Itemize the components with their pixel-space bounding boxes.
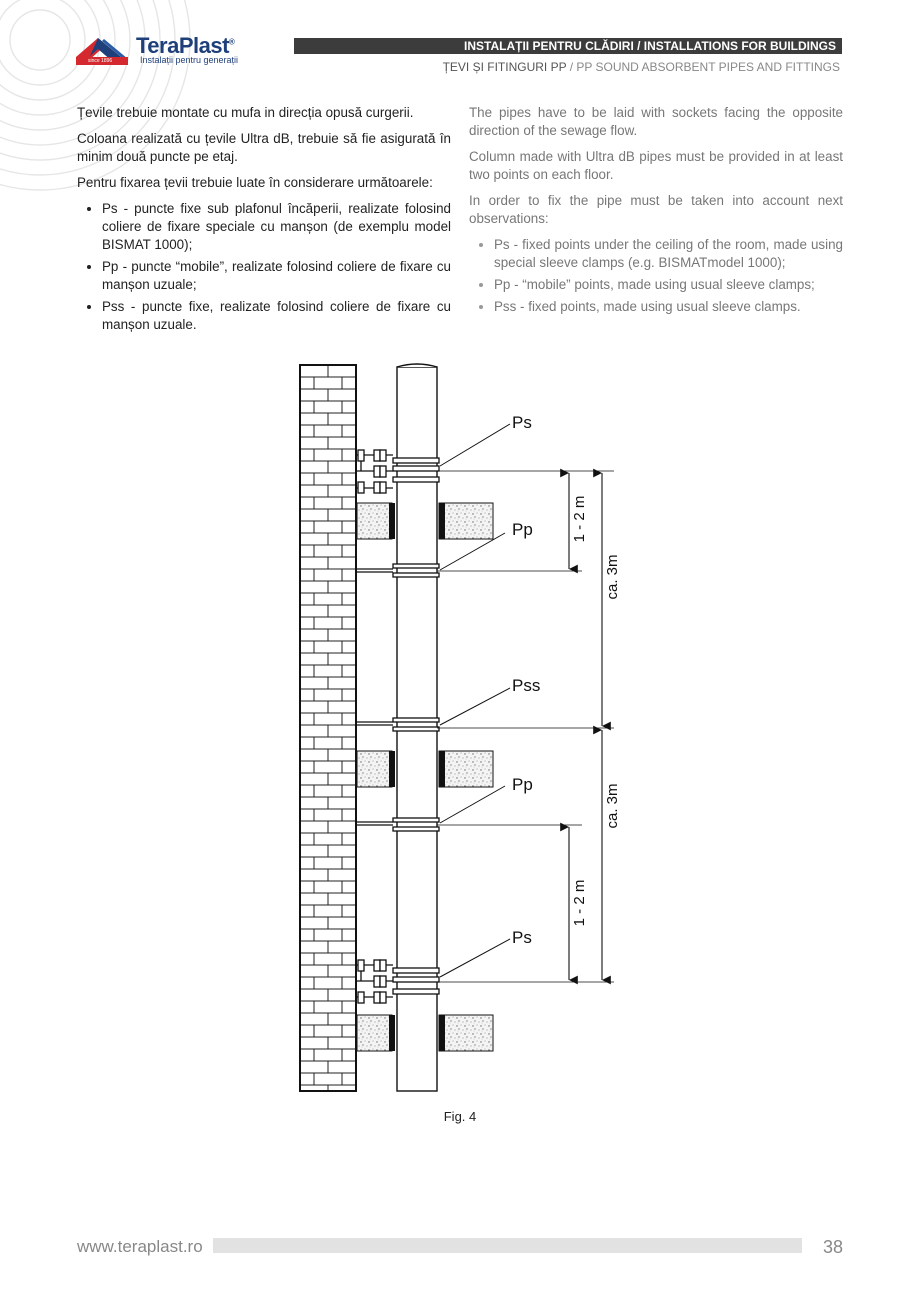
ro-paragraph-3: Pentru fixarea țevii trebuie luate în considerare următoarele: — [77, 175, 433, 190]
en-bullet-item: • Pp - “mobile” points, made using usual sleeve clamps; — [494, 276, 843, 294]
en-paragraph-1: The pipes have to be laid with sockets facing the opposite direction of the sewage flow. — [469, 105, 843, 138]
dim-top-short-label: 1 - 2 m — [571, 495, 588, 543]
ps-bottom-leader — [440, 939, 510, 977]
header-subtitle-ro: ȚEVI ȘI FITINGURI PP — [442, 60, 567, 74]
footer-bar — [213, 1238, 802, 1253]
label-pss: Pss — [512, 676, 541, 695]
ro-bullet-item: • Ps - puncte fixe sub plafonul încăperii, realizate folosind coliere de fixare speciale cu manșon (de exemplu model BISMAT 1000); — [102, 200, 451, 254]
dim-bottom-short-label: 1 - 2 m — [571, 879, 588, 927]
ps-top-leader — [440, 424, 510, 466]
header-subtitle-separator: / — [566, 60, 577, 74]
pss-leader — [440, 688, 510, 725]
en-paragraph-3: In order to fix the pipe must be taken into account next observations: — [469, 193, 843, 226]
pp-bottom-leader — [440, 786, 505, 823]
header-subtitle-en: PP SOUND ABSORBENT PIPES AND FITTINGS — [576, 60, 840, 74]
footer-url[interactable]: www.teraplast.ro — [77, 1237, 203, 1256]
label-ps-top: Ps — [512, 413, 532, 432]
header-title: INSTALAȚII PENTRU CLĂDIRI / INSTALLATIONS FOR BUILDINGS — [464, 39, 836, 53]
brick-wall — [300, 365, 356, 1091]
dim-top-long-label: ca. 3m — [604, 554, 621, 600]
logo-name: TeraPlast® — [136, 33, 235, 58]
page-number: 38 — [822, 1237, 843, 1257]
dim-bottom-long-label: ca. 3m — [604, 783, 621, 829]
ro-paragraph-1: Țevile trebuie montate cu mufa in direcția opusă curgerii. — [77, 105, 414, 120]
en-bullet-item: • Pss - fixed points, made using usual sleeve clamps. — [494, 298, 843, 316]
label-pp-top: Pp — [512, 520, 533, 539]
ro-bullet-item: • Pp - puncte “mobile”, realizate folosind coliere de fixare cu manșon uzuale; — [102, 258, 451, 294]
figure-caption: Fig. 4 — [443, 1109, 477, 1124]
label-pp-bottom: Pp — [512, 775, 533, 794]
label-ps-bottom: Ps — [512, 928, 532, 947]
en-bullet-item: • Ps - fixed points under the ceiling of the room, made using special sleeve clamps (e.g. BISMATmodel 1000); — [494, 236, 843, 272]
ro-paragraph-2: Coloana realizată cu țevile Ultra dB, trebuie să fie asigurată în minim două puncte pe etaj. — [77, 131, 451, 164]
ro-bullet-item: • Pss - puncte fixe, realizate folosind coliere de fixare cu manșon uzuale. — [102, 298, 451, 334]
logo-since: since 1896 — [88, 58, 113, 64]
en-paragraph-2: Column made with Ultra dB pipes must be provided in at least two points on each floor. — [469, 149, 843, 182]
logo-tagline: Instalații pentru generații — [140, 55, 239, 65]
